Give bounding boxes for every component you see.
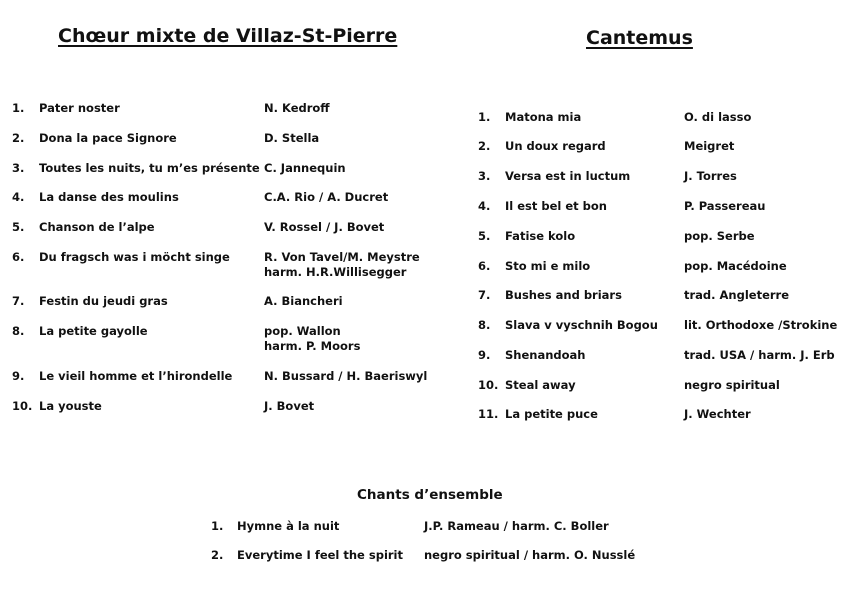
- item-number: 3.: [478, 169, 491, 183]
- song-title: Du fragsch was i möcht singe: [39, 250, 230, 264]
- item-number: 11.: [478, 407, 499, 421]
- item-number: 2.: [12, 131, 25, 145]
- song-title: Slava v vyschnih Bogou: [505, 318, 658, 332]
- item-number: 3.: [12, 161, 25, 175]
- song-composer: [684, 318, 837, 333]
- song-title: Le vieil homme et l’hirondelle: [39, 369, 233, 383]
- composer-line: pop. Serbe: [684, 229, 755, 243]
- song-title: Matona mia: [505, 110, 582, 124]
- song-title: Hymne à la nuit: [237, 519, 340, 533]
- song-composer: [684, 110, 751, 125]
- item-number: 2.: [478, 139, 491, 153]
- composer-line: O. di lasso: [684, 110, 752, 124]
- song-composer: [264, 101, 330, 116]
- composer-line: D. Stella: [264, 131, 320, 145]
- composer-line: harm. P. Moors: [264, 339, 361, 353]
- ensemble-section-heading: Chants d’ensemble: [357, 487, 503, 503]
- song-title: Un doux regard: [505, 139, 606, 153]
- song-title: Festin du jeudi gras: [39, 294, 168, 308]
- right-section-heading: Cantemus: [586, 27, 693, 49]
- song-composer: [684, 288, 789, 303]
- composer-line: lit. Orthodoxe /Strokine: [684, 318, 838, 332]
- song-title: Toutes les nuits, tu m’es présente: [39, 161, 260, 175]
- composer-line: trad. Angleterre: [684, 288, 790, 302]
- song-title: Everytime I feel the spirit: [237, 548, 403, 562]
- composer-line: pop. Macédoine: [684, 259, 787, 273]
- item-number: 1.: [211, 519, 224, 533]
- song-composer: [264, 161, 346, 176]
- item-number: 1.: [478, 110, 491, 124]
- composer-line: P. Passereau: [684, 199, 766, 213]
- composer-line: J. Torres: [684, 169, 737, 183]
- song-title: La youste: [39, 399, 102, 413]
- song-composer: [684, 169, 737, 184]
- song-title: Dona la pace Signore: [39, 131, 177, 145]
- song-composer: [264, 131, 319, 146]
- song-composer: [684, 139, 734, 154]
- item-number: 5.: [478, 229, 491, 243]
- song-composer: [424, 519, 609, 534]
- song-title: Chanson de l’alpe: [39, 220, 155, 234]
- composer-line: pop. Wallon: [264, 324, 341, 338]
- item-number: 6.: [12, 250, 25, 264]
- item-number: 9.: [478, 348, 491, 362]
- song-composer: [264, 399, 314, 414]
- song-title: La petite gayolle: [39, 324, 148, 338]
- item-number: 10.: [12, 399, 33, 413]
- left-section-heading: Chœur mixte de Villaz-St-Pierre: [58, 25, 398, 47]
- composer-line: V. Rossel / J. Bovet: [264, 220, 385, 234]
- item-number: 7.: [478, 288, 491, 302]
- song-composer: [424, 548, 635, 563]
- item-number: 4.: [12, 190, 25, 204]
- composer-line: J. Bovet: [264, 399, 315, 413]
- item-number: 10.: [478, 378, 499, 392]
- song-title: Il est bel et bon: [505, 199, 607, 213]
- composer-line: C.A. Rio / A. Ducret: [264, 190, 389, 204]
- composer-line: J.P. Rameau / harm. C. Boller: [424, 519, 609, 533]
- song-title: Pater noster: [39, 101, 120, 115]
- song-composer: [264, 220, 384, 235]
- song-composer: [684, 378, 780, 393]
- item-number: 6.: [478, 259, 491, 273]
- song-title: Fatise kolo: [505, 229, 576, 243]
- song-composer: [264, 369, 427, 384]
- song-composer: [684, 199, 765, 214]
- item-number: 5.: [12, 220, 25, 234]
- song-composer: [264, 294, 343, 309]
- song-title: Versa est in luctum: [505, 169, 631, 183]
- song-composer: [684, 407, 751, 422]
- song-composer: [264, 190, 388, 205]
- item-number: 1.: [12, 101, 25, 115]
- composer-line: N. Bussard / H. Baeriswyl: [264, 369, 428, 383]
- song-title: Sto mi e milo: [505, 259, 591, 273]
- item-number: 4.: [478, 199, 491, 213]
- song-title: Shenandoah: [505, 348, 586, 362]
- composer-line: negro spiritual: [684, 378, 780, 392]
- composer-line: N. Kedroff: [264, 101, 330, 115]
- item-number: 2.: [211, 548, 224, 562]
- song-composer: [264, 250, 420, 280]
- composer-line: trad. USA / harm. J. Erb: [684, 348, 835, 362]
- song-composer: [684, 259, 787, 274]
- item-number: 8.: [12, 324, 25, 338]
- composer-line: J. Wechter: [684, 407, 751, 421]
- composer-line: C. Jannequin: [264, 161, 346, 175]
- song-title: Bushes and briars: [505, 288, 622, 302]
- song-title: La petite puce: [505, 407, 598, 421]
- song-composer: [684, 348, 835, 363]
- composer-line: negro spiritual / harm. O. Nusslé: [424, 548, 636, 562]
- composer-line: harm. H.R.Willisegger: [264, 265, 407, 279]
- composer-line: A. Biancheri: [264, 294, 343, 308]
- song-composer: [684, 229, 755, 244]
- song-composer: [264, 324, 360, 354]
- song-title: La danse des moulins: [39, 190, 179, 204]
- song-title: Steal away: [505, 378, 576, 392]
- composer-line: R. Von Tavel/M. Meystre: [264, 250, 420, 264]
- composer-line: Meigret: [684, 139, 735, 153]
- item-number: 7.: [12, 294, 25, 308]
- item-number: 8.: [478, 318, 491, 332]
- item-number: 9.: [12, 369, 25, 383]
